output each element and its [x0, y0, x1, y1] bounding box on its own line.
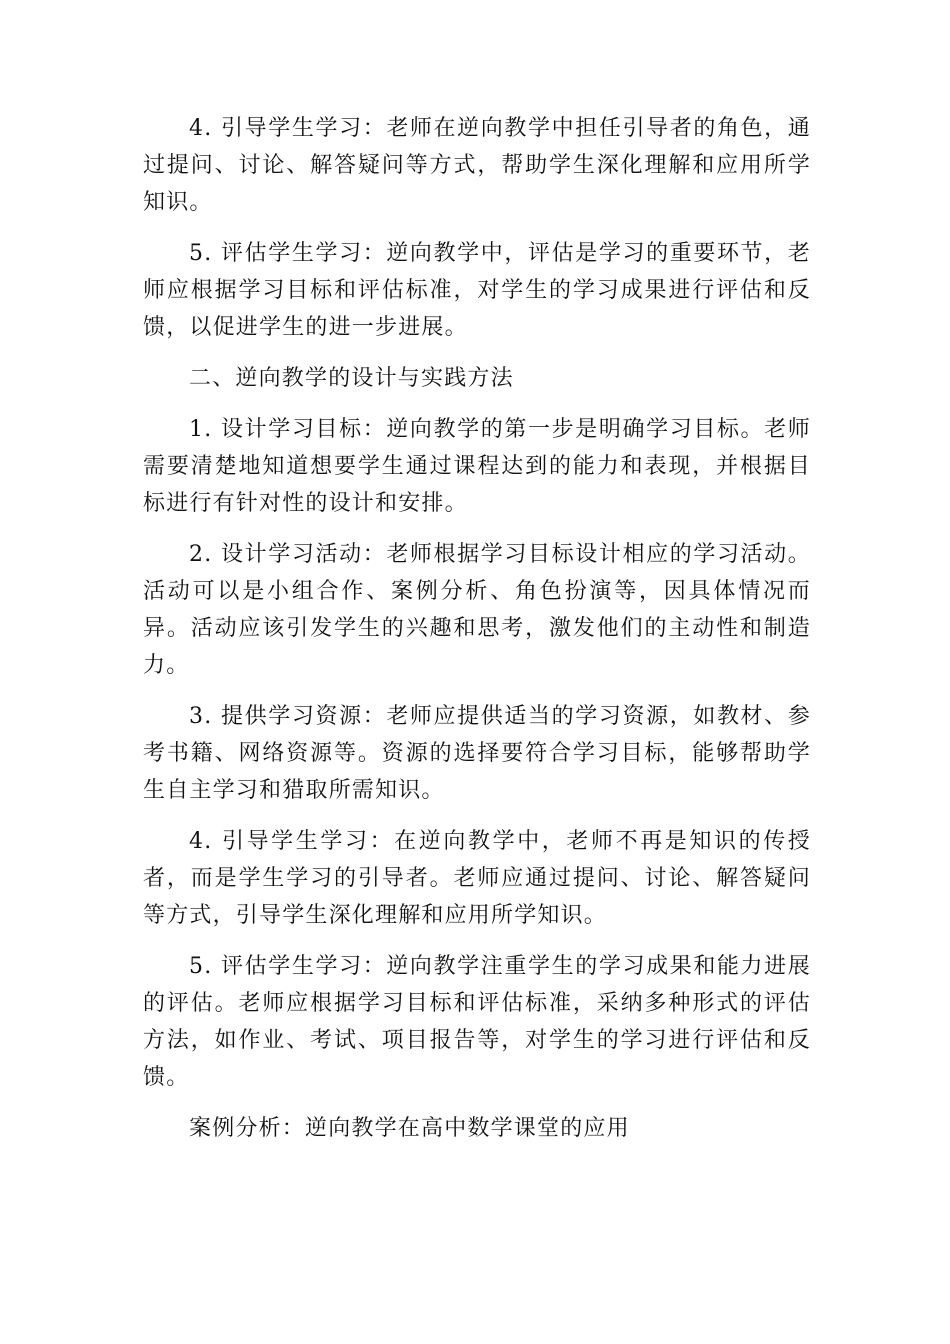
- paragraph-step5-assess-learning: 5. 评估学生学习：逆向教学中，评估是学习的重要环节，老师应根据学习目标和评估标准，对学生的学习成果进行评估和反馈，以促进学生的进一步进展。: [143, 241, 811, 340]
- case-study-heading: 案例分析：逆向教学在高中数学课堂的应用: [189, 1116, 630, 1141]
- paragraph-step4-guide-learning: 4. 引导学生学习：老师在逆向教学中担任引导者的角色，通过提问、讨论、解答疑问等方式，帮助学生深化理解和应用所学知识。: [143, 116, 811, 215]
- section-heading-design-practice: 二、逆向教学的设计与实践方法: [189, 366, 514, 391]
- paragraph-provide-resources: 3. 提供学习资源：老师应提供适当的学习资源，如教材、参考书籍、网络资源等。资源的选择要符合学习目标，能够帮助学生自主学习和猎取所需知识。: [143, 704, 811, 803]
- paragraph-design-goals: 1. 设计学习目标：逆向教学的第一步是明确学习目标。老师需要清楚地知道想要学生通过课程达到的能力和表现，并根据目标进行有针对性的设计和安排。: [143, 417, 811, 516]
- document-body: [143, 110, 811, 1161]
- paragraph-assess-learning: 5. 评估学生学习：逆向教学注重学生的学习成果和能力进展的评估。老师应根据学习目标和评估标准，采纳多种形式的评估方法，如作业、考试、项目报告等，对学生的学习进行评估和反馈。: [143, 954, 811, 1090]
- paragraph-design-activities: 2. 设计学习活动：老师根据学习目标设计相应的学习活动。活动可以是小组合作、案例分析、角色扮演等，因具体情况而异。活动应该引发学生的兴趣和思考，激发他们的主动性和制造力。: [143, 542, 811, 678]
- paragraph-guide-learning: 4. 引导学生学习：在逆向教学中，老师不再是知识的传授者，而是学生学习的引导者。老师应通过提问、讨论、解答疑问等方式，引导学生深化理解和应用所学知识。: [143, 829, 811, 928]
